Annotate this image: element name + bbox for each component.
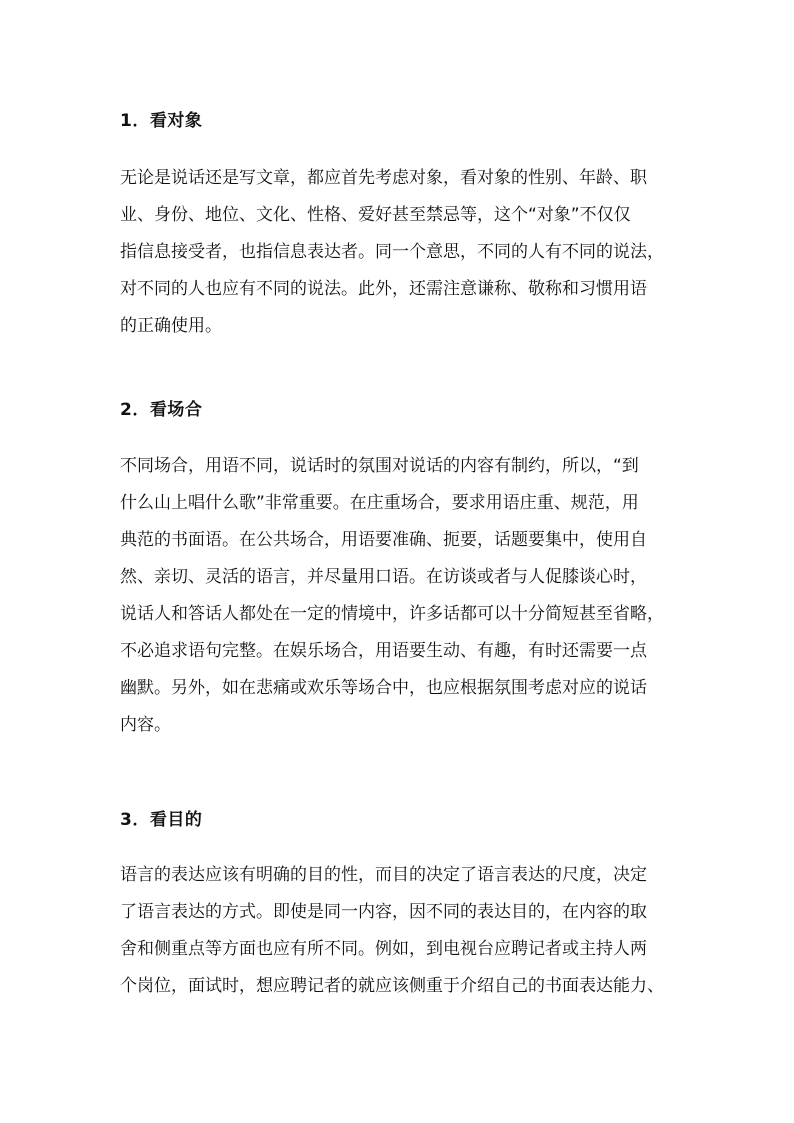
paragraph-line: 典范的书面语。在公共场合，用语要准确、扼要，话题要集中，使用自: [120, 530, 647, 550]
paragraph-line: 不同场合，用语不同，说话时的氛围对说话的内容有制约，所以，“到: [120, 456, 639, 476]
paragraph-line: 然、亲切、灵活的语言，并尽量用口语。在访谈或者与人促膝谈心时，: [120, 567, 647, 587]
paragraph-line: 什么山上唱什么歌”非常重要。在庄重场合，要求用语庄重、规范，用: [120, 493, 639, 513]
section-heading-2: 2．看场合: [120, 400, 203, 420]
section-paragraph-3: [120, 857, 675, 1005]
paragraph-line: 内容。: [120, 715, 171, 735]
section-heading-1: 1．看对象: [120, 111, 203, 131]
paragraph-line: 幽默。另外，如在悲痛或欢乐等场合中，也应根据氛围考虑对应的说话: [120, 678, 647, 698]
paragraph-line: 业、身份、地位、文化、性格、爱好甚至禁忌等，这个“对象”不仅仅: [120, 205, 631, 225]
paragraph-line: 的正确使用。: [120, 316, 222, 336]
section-heading-3: 3．看目的: [120, 810, 203, 830]
paragraph-line: 说话人和答话人都处在一定的情境中，许多话都可以十分简短甚至省略，: [120, 604, 664, 624]
section-paragraph-2: [120, 448, 675, 744]
paragraph-line: 对不同的人也应有不同的说法。此外，还需注意谦称、敬称和习惯用语: [120, 279, 647, 299]
paragraph-line: 不必追求语句完整。在娱乐场合，用语要生动、有趣，有时还需要一点: [120, 641, 647, 661]
section-paragraph-1: [120, 160, 675, 345]
paragraph-line: 个岗位，面试时，想应聘记者的就应该侧重于介绍自己的书面表达能力、: [120, 976, 664, 996]
paragraph-line: 指信息接受者，也指信息表达者。同一个意思，不同的人有不同的说法，: [120, 242, 664, 262]
paragraph-line: 语言的表达应该有明确的目的性，而目的决定了语言表达的尺度，决定: [120, 865, 647, 885]
paragraph-line: 舍和侧重点等方面也应有所不同。例如，到电视台应聘记者或主持人两: [120, 939, 647, 959]
paragraph-line: 无论是说话还是写文章，都应首先考虑对象，看对象的性别、年龄、职: [120, 168, 647, 188]
paragraph-line: 了语言表达的方式。即使是同一内容，因不同的表达目的，在内容的取: [120, 902, 647, 922]
